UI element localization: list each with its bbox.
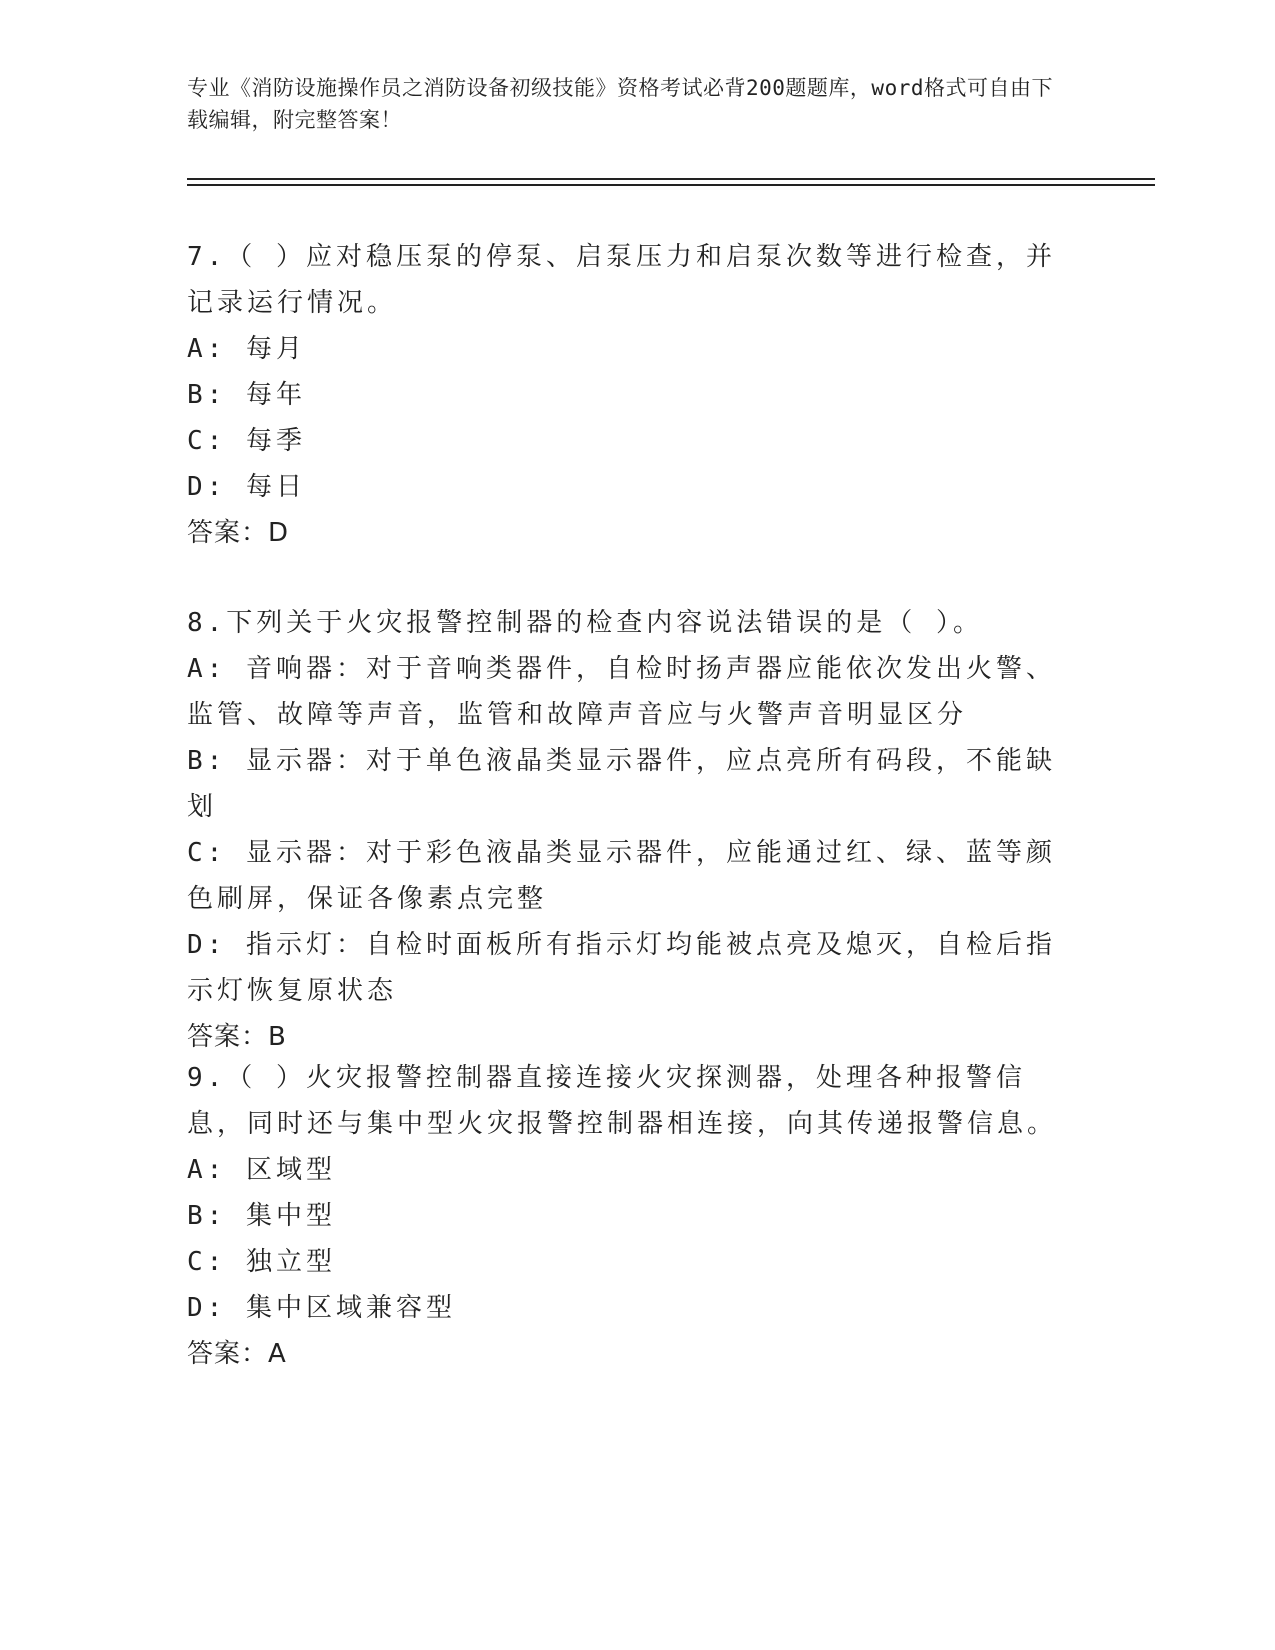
option-text: 显示器：对于单色液晶类显示器件，应点亮所有码段，不能缺划 bbox=[187, 746, 1056, 822]
header-divider-top bbox=[187, 178, 1155, 180]
option-text: 指示灯：自检时面板所有指示灯均能被点亮及熄灭，自检后指示灯恢复原状态 bbox=[187, 930, 1056, 1006]
option-key: D: bbox=[187, 472, 227, 502]
question-stem: 8.下列关于火灾报警控制器的检查内容说法错误的是（ ）。 bbox=[187, 608, 983, 638]
option-b bbox=[187, 372, 1077, 418]
option-c bbox=[187, 1239, 1077, 1285]
option-key: A: bbox=[187, 1155, 227, 1185]
option-text: 每年 bbox=[245, 380, 306, 410]
option-key: D: bbox=[187, 930, 227, 960]
option-d bbox=[187, 464, 1077, 510]
option-key: A: bbox=[187, 654, 227, 684]
option-text: 显示器：对于彩色液晶类显示器件，应能通过红、绿、蓝等颜色刷屏，保证各像素点完整 bbox=[187, 838, 1056, 914]
option-b bbox=[187, 1193, 1077, 1239]
option-d bbox=[187, 922, 1077, 1014]
option-a bbox=[187, 1147, 1077, 1193]
option-a bbox=[187, 326, 1077, 372]
option-key: B: bbox=[187, 380, 227, 410]
option-text: 集中型 bbox=[245, 1201, 336, 1231]
option-text: 每季 bbox=[245, 426, 306, 456]
option-text: 每月 bbox=[245, 334, 306, 364]
option-key: A: bbox=[187, 334, 227, 364]
question-9 bbox=[187, 1055, 1077, 1377]
answer-line: 答案：A bbox=[187, 1339, 287, 1369]
question-8 bbox=[187, 600, 1077, 1060]
question-7 bbox=[187, 234, 1077, 556]
question-stem: 7.（ ）应对稳压泵的停泵、启泵压力和启泵次数等进行检查，并记录运行情况。 bbox=[187, 242, 1056, 318]
option-key: D: bbox=[187, 1293, 227, 1323]
option-key: C: bbox=[187, 838, 227, 868]
option-c bbox=[187, 418, 1077, 464]
option-key: C: bbox=[187, 1247, 227, 1277]
option-text: 独立型 bbox=[245, 1247, 336, 1277]
document-header: 专业《消防设施操作员之消防设备初级技能》资格考试必背200题题库，word格式可自由下载编辑，附完整答案！ bbox=[187, 76, 1053, 132]
question-stem: 9.（ ）火灾报警控制器直接连接火灾探测器，处理各种报警信息，同时还与集中型火灾报警控制器相连接，向其传递报警信息。 bbox=[187, 1063, 1058, 1139]
option-key: B: bbox=[187, 1201, 227, 1231]
option-a bbox=[187, 646, 1077, 738]
answer-line: 答案：B bbox=[187, 1022, 287, 1052]
option-key: C: bbox=[187, 426, 227, 456]
header-divider-bottom bbox=[187, 184, 1155, 186]
option-text: 区域型 bbox=[245, 1155, 336, 1185]
answer-line: 答案：D bbox=[187, 518, 290, 548]
option-key: B: bbox=[187, 746, 227, 776]
option-text: 每日 bbox=[245, 472, 306, 502]
option-text: 集中区域兼容型 bbox=[245, 1293, 456, 1323]
option-text: 音响器：对于音响类器件，自检时扬声器应能依次发出火警、监管、故障等声音，监管和故障声音应与火警声音明显区分 bbox=[187, 654, 1056, 730]
option-d bbox=[187, 1285, 1077, 1331]
option-c bbox=[187, 830, 1077, 922]
option-b bbox=[187, 738, 1077, 830]
